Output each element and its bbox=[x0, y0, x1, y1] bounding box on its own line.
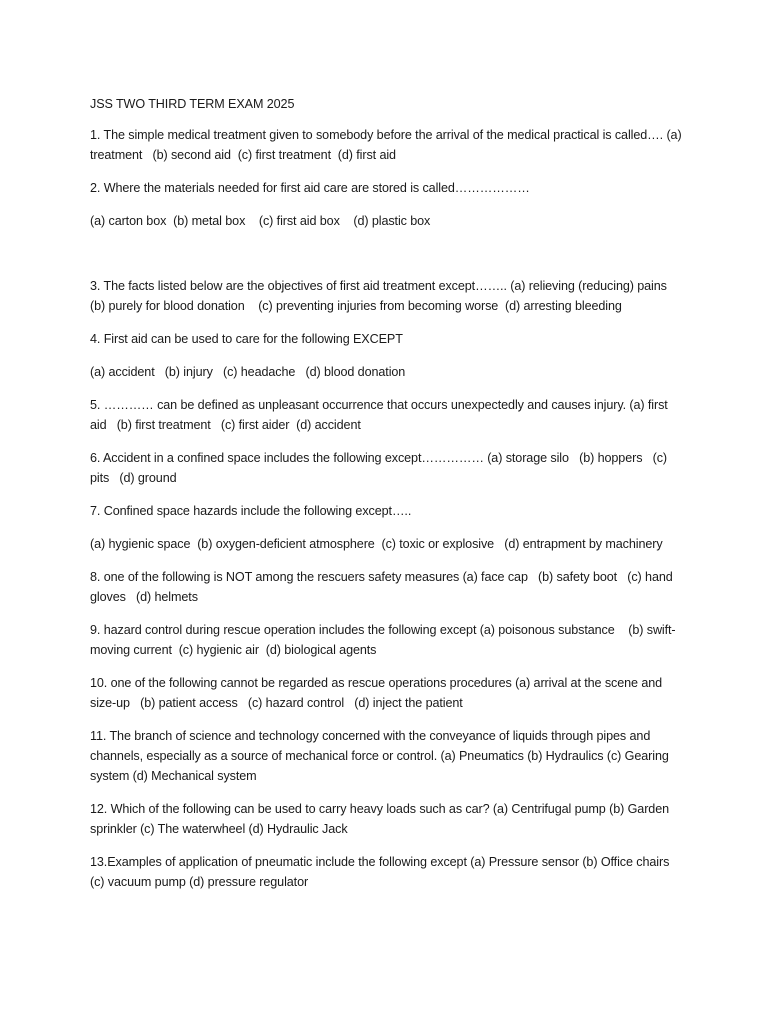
question-7: 7. Confined space hazards include the following except….. bbox=[90, 504, 412, 518]
question-11: 11. The branch of science and technology concerned with the conveyance of liquids through pipes and channels, especially as a source of mechanical force or control. (a) Pneumatics (b) Hydraulics (c) Gearing system (d) Mechanical system bbox=[90, 729, 673, 783]
question-6: 6. Accident in a confined space includes the following except…………… (a) storage silo (b) hoppers (c) pits (d) ground bbox=[90, 451, 671, 485]
question-8: 8. one of the following is NOT among the rescuers safety measures (a) face cap (b) safety boot (c) hand gloves (d) helmets bbox=[90, 570, 677, 604]
question-2: 2. Where the materials needed for first aid care are stored is called……………… bbox=[90, 181, 530, 195]
question-4: 4. First aid can be used to care for the following EXCEPT bbox=[90, 332, 403, 346]
question-3: 3. The facts listed below are the objectives of first aid treatment except…….. (a) relieving (reducing) pains (b) purely for blood donation (c) preventing injuries from becoming worse (d) arresting bleeding bbox=[90, 279, 678, 313]
question-4-options: (a) accident (b) injury (c) headache (d) blood donation bbox=[90, 365, 406, 379]
question-12: 12. Which of the following can be used to carry heavy loads such as car? (a) Centrifugal pump (b) Garden sprinkler (c) The waterwheel (d) Hydraulic Jack bbox=[90, 802, 673, 836]
question-13: 13.Examples of application of pneumatic include the following except (a) Pressure sensor (b) Office chairs (c) vacuum pump (d) pressure regulator bbox=[90, 855, 673, 889]
question-7-options: (a) hygienic space (b) oxygen-deficient atmosphere (c) toxic or explosive (d) entrapment by machinery bbox=[90, 537, 663, 551]
question-9: 9. hazard control during rescue operation includes the following except (a) poisonous substance (b) swift-moving current (c) hygienic air (d) biological agents bbox=[90, 623, 676, 657]
document-title: JSS TWO THIRD TERM EXAM 2025 bbox=[90, 97, 295, 111]
question-10: 10. one of the following cannot be regarded as rescue operations procedures (a) arrival at the scene and size-up (b) patient access (c) hazard control (d) inject the patient bbox=[90, 676, 666, 710]
question-5: 5. ………… can be defined as unpleasant occurrence that occurs unexpectedly and causes injury. (a) first aid (b) first treatment (c) first aider (d) accident bbox=[90, 398, 672, 432]
question-2-options: (a) carton box (b) metal box (c) first aid box (d) plastic box bbox=[90, 214, 431, 228]
document-body bbox=[90, 94, 686, 905]
question-1: 1. The simple medical treatment given to somebody before the arrival of the medical practical is called…. (a) treatment (b) second aid (c) first treatment (d) first aid bbox=[90, 128, 685, 162]
